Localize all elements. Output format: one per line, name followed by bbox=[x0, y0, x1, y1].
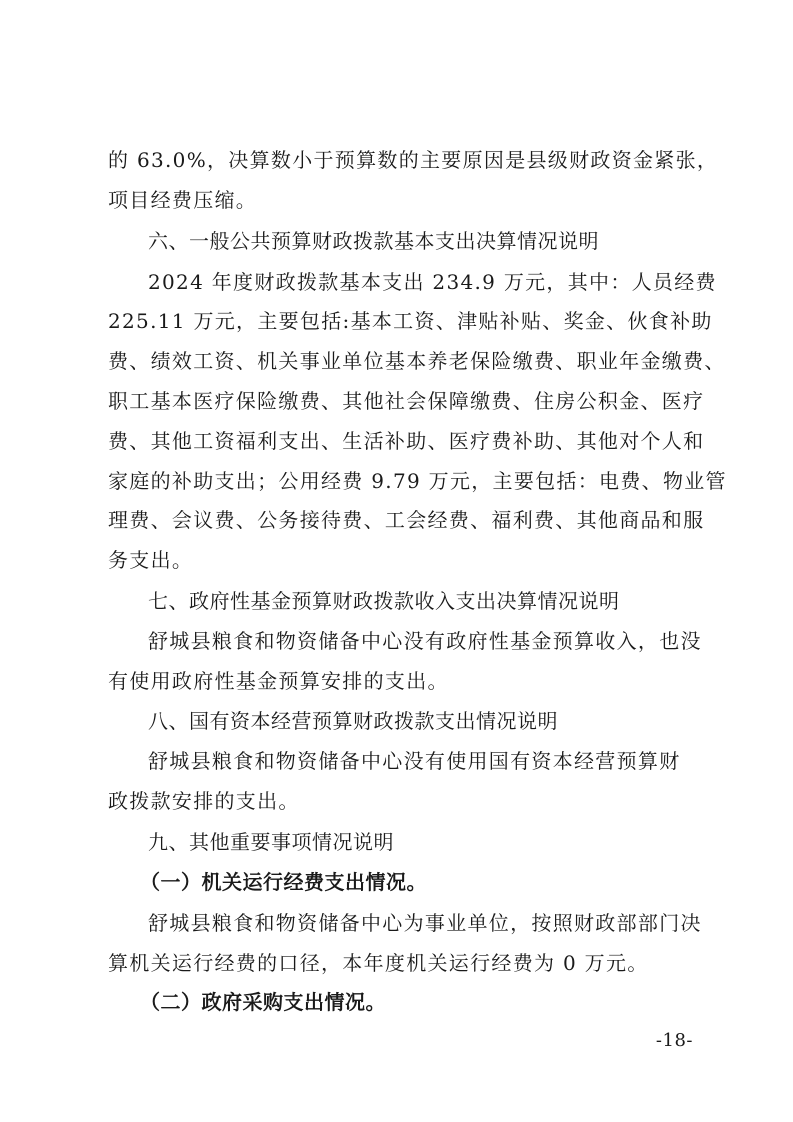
body-text-line: 的 63.0%，决算数小于预算数的主要原因是县级财政资金紧张， bbox=[108, 148, 719, 172]
body-text-line: 舒城县粮食和物资储备中心没有使用国有资本经营预算财 bbox=[148, 749, 681, 773]
body-text-line: 225.11 万元，主要包括:基本工资、津贴补贴、奖金、伙食补助 bbox=[108, 309, 713, 333]
section-heading-6: 六、一般公共预算财政拨款基本支出决算情况说明 bbox=[148, 229, 599, 253]
body-text-line: 务支出。 bbox=[108, 548, 194, 572]
body-text-line: 家庭的补助支出；公用经费 9.79 万元，主要包括：电费、物业管 bbox=[108, 469, 727, 493]
body-text-line: 舒城县粮食和物资储备中心为事业单位，按照财政部部门决 bbox=[148, 911, 702, 935]
page-number: -18- bbox=[655, 1030, 693, 1051]
body-text-line: 2024 年度财政拨款基本支出 234.9 万元，其中：人员经费 bbox=[148, 270, 717, 294]
body-text-line: 舒城县粮食和物资储备中心没有政府性基金预算收入，也没 bbox=[148, 629, 702, 653]
body-text-line: 有使用政府性基金预算安排的支出。 bbox=[108, 669, 449, 693]
body-text-line: 费、其他工资福利支出、生活补助、医疗费补助、其他对个人和 bbox=[108, 429, 705, 453]
section-heading-7: 七、政府性基金预算财政拨款收入支出决算情况说明 bbox=[148, 589, 620, 613]
body-text-line: 算机关运行经费的口径，本年度机关运行经费为 0 万元。 bbox=[108, 951, 649, 975]
body-text-line: 项目经费压缩。 bbox=[108, 188, 258, 212]
body-text-line: 政拨款安排的支出。 bbox=[108, 789, 300, 813]
subsection-heading-1: （一）机关运行经费支出情况。 bbox=[140, 870, 427, 894]
body-text-line: 费、绩效工资、机关事业单位基本养老保险缴费、职业年金缴费、 bbox=[108, 349, 726, 373]
section-heading-8: 八、国有资本经营预算财政拨款支出情况说明 bbox=[148, 709, 558, 733]
subsection-heading-2: （二）政府采购支出情况。 bbox=[140, 990, 386, 1014]
body-text-line: 理费、会议费、公务接待费、工会经费、福利费、其他商品和服 bbox=[108, 508, 705, 532]
body-text-line: 职工基本医疗保险缴费、其他社会保障缴费、住房公积金、医疗 bbox=[108, 389, 705, 413]
section-heading-9: 九、其他重要事项情况说明 bbox=[148, 830, 394, 854]
